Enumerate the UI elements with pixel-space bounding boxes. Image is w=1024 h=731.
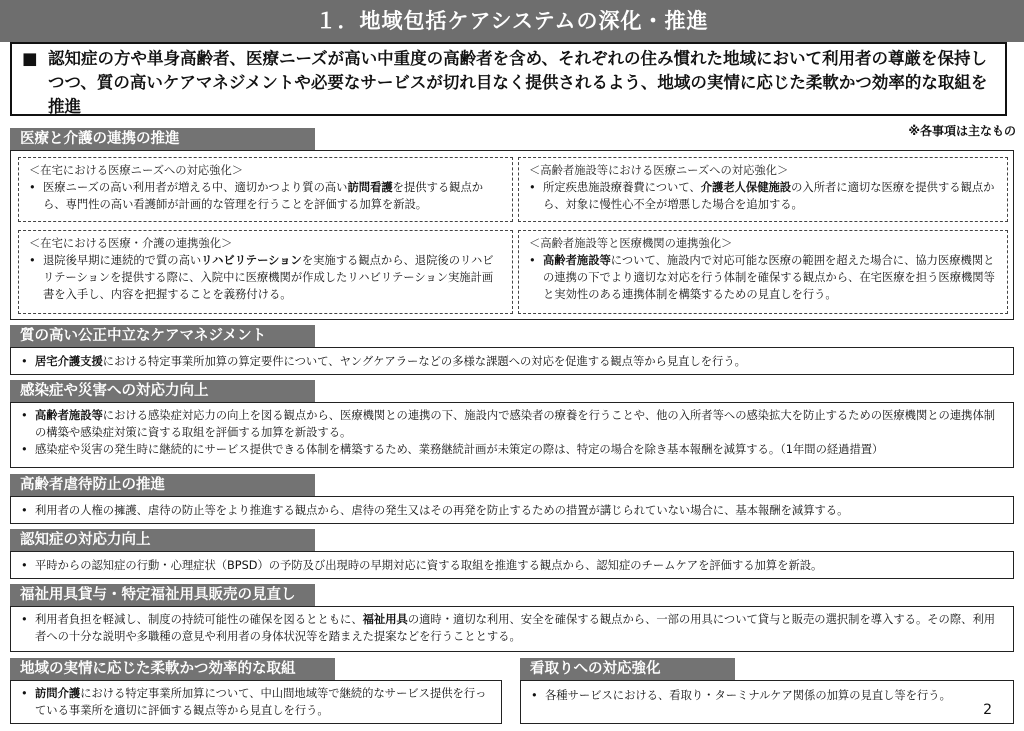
endoflife-item: • 各種サービスにおける、看取り・ターミナルケア関係の加算の見直し等を行う。 xyxy=(531,689,951,702)
dementia-box xyxy=(10,551,1014,579)
welfare-box xyxy=(10,606,1014,652)
section-heading-welfare: 福祉用具貸与・特定福祉用具販売の見直し xyxy=(10,584,315,606)
medical-box-3-item: • 退院後早期に連続的で質の高いリハビリテーションを実施する観点から、退院後のリハビリテーションを提供する際に、入院中に医療機関が作成したリハビリテーション実施計画書を入手し、内容を把握することを義務付ける。 xyxy=(29,254,494,301)
page-title: １．地域包括ケアシステムの深化・推進 xyxy=(0,0,1024,42)
section-heading-dementia: 認知症の対応力向上 xyxy=(10,529,315,551)
caremanagement-box xyxy=(10,347,1014,375)
medical-box-2 xyxy=(518,157,1008,222)
medical-box-4-item: • 高齢者施設等について、施設内で対応可能な医療の範囲を超えた場合に、協力医療機関との連携の下でより適切な対応を行う体制を確保する観点から、在宅医療を担う医療機関等と実効性のある連携体制を構築するための見直しを行う。 xyxy=(529,254,995,301)
infection-box xyxy=(10,402,1014,468)
summary-bullet: ■ xyxy=(22,49,38,68)
section-heading-regional: 地域の実情に応じた柔軟かつ効率的な取組 xyxy=(10,658,335,680)
regional-box xyxy=(10,680,502,724)
medical-box-1-subtitle: ＜在宅における医療ニーズへの対応強化＞ xyxy=(29,164,244,177)
section-heading-caremanagement: 質の高い公正中立なケアマネジメント xyxy=(10,325,315,347)
medical-box-2-item: • 所定疾患施設療養費について、介護老人保健施設の入所者に適切な医療を提供する観点から、対象に慢性心不全が増悪した場合を追加する。 xyxy=(529,181,995,211)
summary-box xyxy=(10,42,1007,116)
regional-item: • 訪問介護における特定事業所加算について、中山間地域等で継続的なサービス提供を行っている事業所を適切に評価する観点等から見直しを行う。 xyxy=(21,687,487,717)
medical-box-3 xyxy=(18,230,513,314)
note: ※各事項は主なもの xyxy=(908,124,1016,138)
infection-item-1: • 高齢者施設等における感染症対応力の向上を図る観点から、医療機関との連携の下、施設内で感染者の療養を行うことや、他の入所者等への感染拡大を防止するための医療機関との連携体制の構築や感染症対策に資する取組を評価する加算を新設する。 xyxy=(21,409,996,439)
medical-box-1-item: • 医療ニーズの高い利用者が増える中、適切かつより質の高い訪問看護を提供する観点から、専門性の高い看護師が計画的な管理を行うことを評価する加算を新設。 xyxy=(29,181,484,211)
endoflife-box xyxy=(520,680,1014,724)
section-heading-abuse: 高齢者虐待防止の推進 xyxy=(10,474,315,496)
medical-box-4-subtitle: ＜高齢者施設等と医療機関の連携強化＞ xyxy=(529,237,733,250)
section-heading-infection: 感染症や災害への対応力向上 xyxy=(10,380,315,402)
dementia-item: • 平時からの認知症の行動・心理症状（BPSD）の予防及び出現時の早期対応に資する取組を推進する観点から、認知症のチームケアを評価する加算を新設。 xyxy=(21,559,823,572)
welfare-item: • 利用者負担を軽減し、制度の持続可能性の確保を図るとともに、福祉用具の適時・適切な利用、安全を確保する観点から、一部の用具について貸与と販売の選択制を導入する。その際、利用者への十分な説明や多職種の意見や利用者の身体状況等を踏まえた提案などを行うこととする。 xyxy=(21,613,996,643)
abuse-item: • 利用者の人権の擁護、虐待の防止等をより推進する観点から、虐待の発生又はその再発を防止するための措置が講じられていない場合に、基本報酬を減算する。 xyxy=(21,504,849,517)
page-number: 2 xyxy=(983,702,992,718)
medical-box-4 xyxy=(518,230,1008,314)
section-heading-endoflife: 看取りへの対応強化 xyxy=(520,658,735,680)
medical-box-1 xyxy=(18,157,513,222)
caremanagement-item: • 居宅介護支援における特定事業所加算の算定要件について、ヤングケアラーなどの多様な課題への対応を促進する観点等から見直しを行う。 xyxy=(21,355,746,368)
abuse-box xyxy=(10,496,1014,524)
summary-text: 認知症の方や単身高齢者、医療ニーズが高い中重度の高齢者を含め、それぞれの住み慣れた地域において利用者の尊厳を保持しつつ、質の高いケアマネジメントや必要なサービスが切れ目なく提供されるよう、地域の実情に応じた柔軟かつ効率的な取組を推進 xyxy=(48,49,988,116)
section-heading-medical: 医療と介護の連携の推進 xyxy=(10,128,315,150)
medical-box-3-subtitle: ＜在宅における医療・介護の連携強化＞ xyxy=(29,237,233,250)
medical-box-2-subtitle: ＜高齢者施設等における医療ニーズへの対応強化＞ xyxy=(529,164,789,177)
infection-item-2: • 感染症や災害の発生時に継続的にサービス提供できる体制を構築するため、業務継続計画が未策定の際は、特定の場合を除き基本報酬を減算する。（1年間の経過措置） xyxy=(21,443,884,456)
